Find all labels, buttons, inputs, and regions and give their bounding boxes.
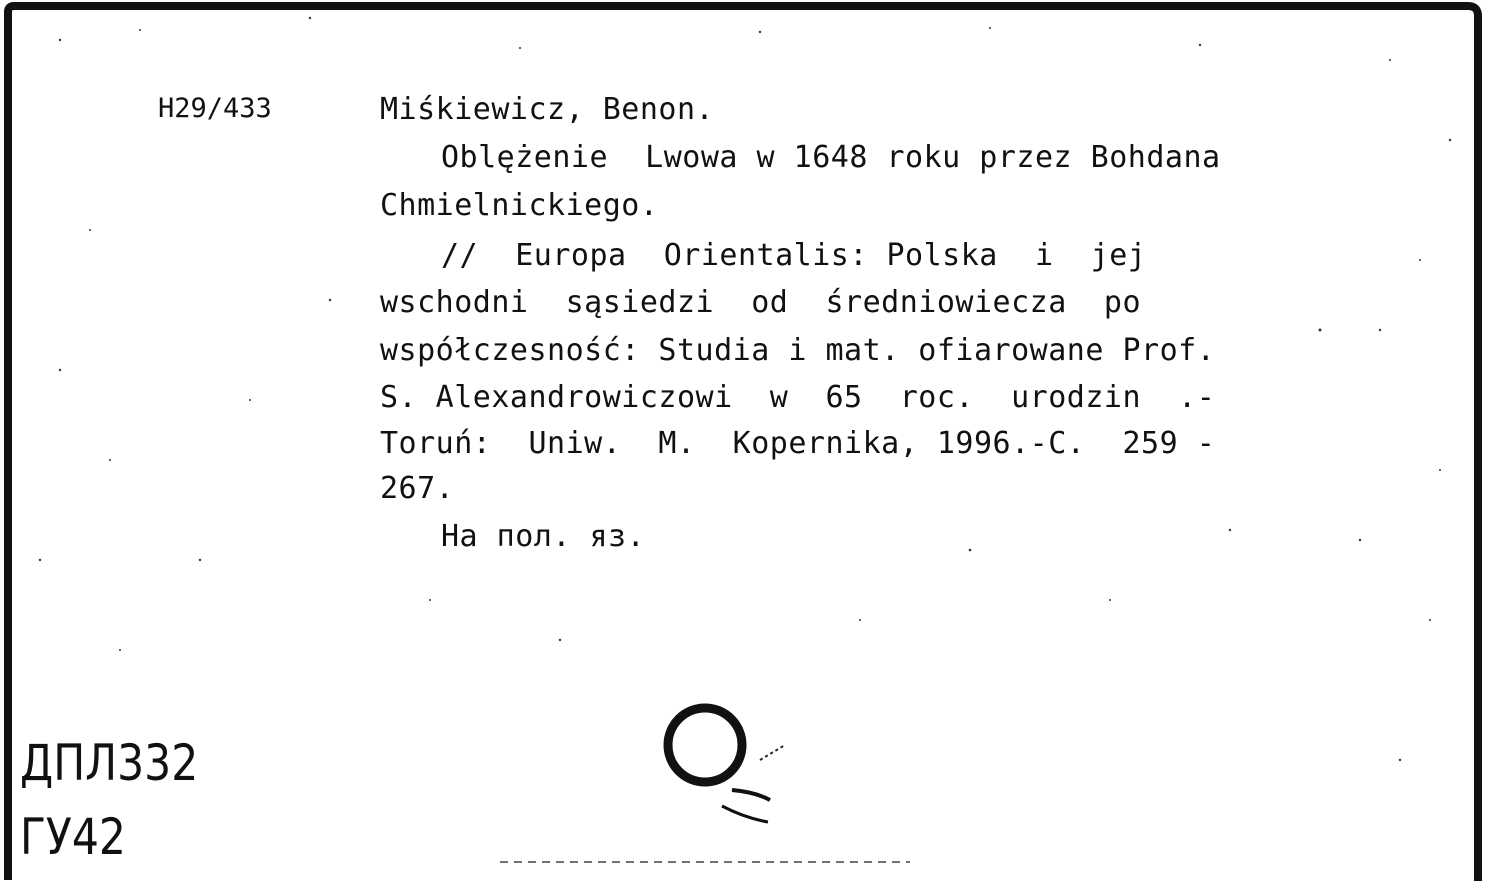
title-line-2: Chmielnickiego. (380, 188, 659, 223)
source-line-4: S. Alexandrowiczowi w 65 roc. urodzin .- (380, 380, 1216, 415)
pages-line: 267. (380, 471, 455, 506)
source-line-2: wschodni sąsiedzi od średniowiecza po (380, 285, 1142, 320)
circle-stamp-icon (660, 700, 800, 830)
source-line-1: // Europa Orientalis: Polska i jej (441, 238, 1147, 273)
author-line: Miśkiewicz, Benon. (380, 92, 715, 127)
title-line-1: Oblężenie Lwowa w 1648 roku przez Bohdana (441, 140, 1221, 175)
call-number: H29/433 (158, 93, 272, 124)
handwritten-shelfmark-2: ГУ42 (20, 808, 126, 866)
language-note: На пол. яз. (441, 519, 646, 554)
publication-line: Toruń: Uniw. M. Kopernika, 1996.-C. 259 - (380, 426, 1216, 461)
handwritten-shelfmark-1: ДПЛ332 (20, 734, 199, 792)
source-line-3: współczesność: Studia i mat. ofiarowane Prof. (380, 333, 1216, 368)
